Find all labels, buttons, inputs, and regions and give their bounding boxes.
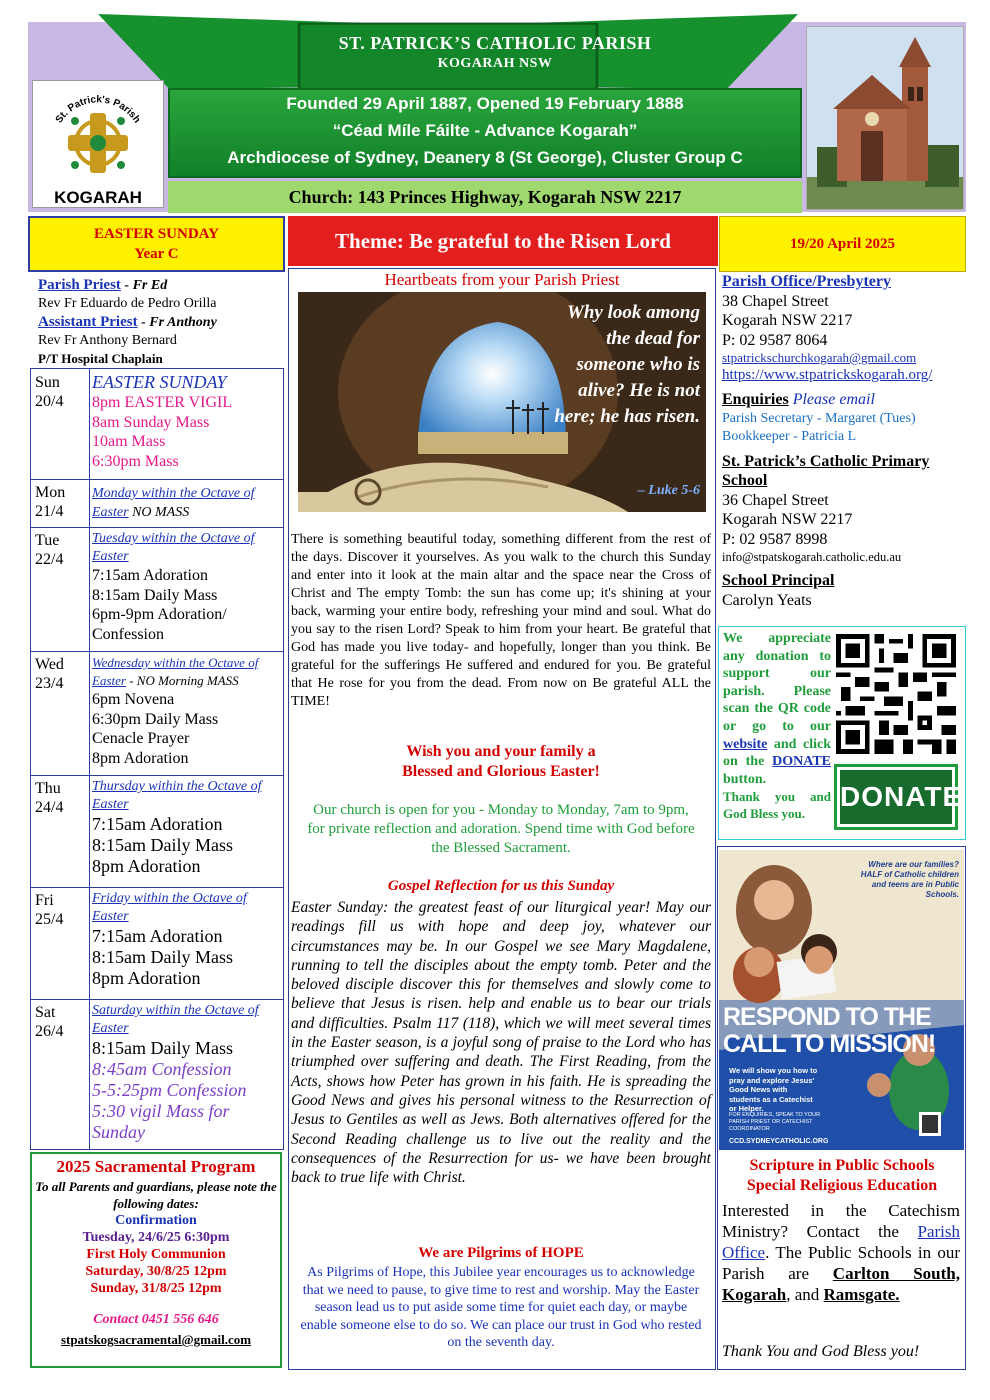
schedule-line: 10am Mass [92, 433, 166, 450]
schedule-date: 25/4 [35, 911, 64, 928]
poster-title-line: RESPOND TO THE [723, 1003, 931, 1031]
catechism-text-part: Interested in the Catechism Ministry? Contact the [722, 1201, 960, 1241]
scripture-schools-heading [720, 1156, 964, 1196]
poster-question [857, 860, 959, 900]
communion-date: Sunday, 31/8/25 12pm [90, 1281, 222, 1296]
schedule-line-confession: 5-5:25pm Confession [92, 1080, 247, 1100]
parish-location: KOGARAH NSW [437, 55, 553, 71]
schedule-row-thu [31, 775, 283, 888]
school-ramsgate: Ramsgate. [823, 1285, 900, 1304]
sacramental-title: 2025 Sacramental Program [56, 1157, 256, 1176]
church-photo [806, 26, 964, 210]
schedule-line: 8:15am Daily Mass [92, 1038, 233, 1058]
schedule-line: Cenacle Prayer [92, 730, 190, 747]
easter-wish-line: Blessed and Glorious Easter! [402, 763, 600, 780]
schedule-row-sat [31, 999, 283, 1149]
schedule-line: 8am Sunday Mass [92, 413, 210, 431]
schedule-line: 7:15am Adoration [92, 567, 208, 584]
celtic-cross-icon [33, 81, 163, 181]
clergy-list [30, 276, 285, 368]
schedule-line: 8pm Adoration [92, 968, 201, 988]
schedule-day: Wed [35, 656, 64, 673]
office-email-link[interactable]: stpatrickschurchkogarah@gmail.com [722, 350, 917, 365]
donation-thanks: Thank you and God Bless you. [723, 789, 831, 822]
schedule-row-fri [31, 887, 283, 1000]
scripture-citation: – Luke 5-6 [637, 483, 700, 498]
schedule-line: 7:15am Adoration [92, 814, 223, 834]
parish-logo [32, 80, 164, 208]
church-open-notice: Our church is open for you - Monday to Monday, 7am to 9pm, for private reflection and adoration. Spend time with God before the Blessed Sacrament. [307, 802, 695, 856]
contact-info [722, 272, 966, 610]
donation-text-part: and click on the [723, 736, 831, 770]
priest-reflection: There is something beautiful today, something different from the rest of the days. Discover it yourselves. As you walk to the church this Sunday and enter into it look at the main altar and the space near the Cross of Christ and The empty Tomb: the sun has come up; it's shining at your back, warming your entire body, refreshing your mind and soul. What do you say to the risen Lord? Speak to him from your heart. Be grateful that God has made you live today- and hopefully, longer than you think. Be grateful for the sufferings He suffered and endured for you. Be grateful that He rose for you from the dead. From now on Be grateful ALL the TIME! [291, 532, 711, 709]
liturgical-day: EASTER SUNDAY [94, 226, 219, 242]
church-address: Church: 143 Princes Highway, Kogarah NSW 2217 [168, 181, 802, 213]
donation-website-link[interactable]: website [723, 736, 768, 752]
closing-thanks: Thank You and God Bless you! [722, 1343, 920, 1360]
enquiries-label: Enquiries [722, 391, 789, 408]
gospel-reflection-text: Easter Sunday: the greatest feast of our liturgical year! May our readings fill us with hope and deep joy, whatever our circumstances may be. In our Gospel we see Mary Magdalene, running to tell the disciples about the empty tomb. Peter and the beloved disciple discover this for themselves and slowly come to believe that Jesus is risen. help and enable us to bear our trials and difficulties. Psalm 117 (118), which we will meet several times in the Easter season, is a joyful song of praise to the Lord who has triumphed over suffering and death. The First Reading, from the Acts, shows how Peter has grown in his faith. He is spreading the Good News and gives his personal witness to the Resurrection of Jesus to Gentiles as well as Jews. Both alternatives offered for the Second Reading challenge us to live out the reality and the consequences of the Resurrection for us- we have been brought back to true life with Christ. [291, 899, 711, 1187]
church-building-icon [807, 27, 963, 209]
catechism-text [722, 1200, 960, 1305]
donation-text-part: We appreciate any donation to support our parish. Please scan the QR code or go to our [723, 631, 831, 734]
scripture-quote: Why look among the dead for someone who is alive? He is not here; he has risen. [554, 302, 700, 427]
schedule-line: 8pm Adoration [92, 749, 189, 767]
feast-link[interactable]: Thursday within the Octave of Easter [92, 779, 262, 812]
logo-name: KOGARAH [54, 188, 142, 207]
donate-button-label: DONATE [840, 770, 952, 824]
schedule-day: Sat [35, 1004, 56, 1021]
sacramental-intro: To all Parents and guardians, please note the following dates: [35, 1179, 277, 1211]
hospital-chaplain: P/T Hospital Chaplain [38, 351, 163, 366]
parish-name: ST. PATRICK’S CATHOLIC PARISH [338, 33, 652, 53]
communion-date: Saturday, 30/8/25 12pm [85, 1264, 227, 1279]
theme-banner: Theme: Be grateful to the Risen Lord [288, 216, 718, 266]
schedule-row-wed [31, 651, 283, 776]
catechism-text-part: , and [786, 1285, 824, 1304]
schedule-row-tue [31, 527, 283, 652]
logo-arc-text: St. Patrick's Parish [53, 94, 143, 126]
enquiries-note: Please email [788, 391, 875, 408]
parish-priest-short: - Fr Ed [120, 278, 168, 293]
schedule-day: Mon [35, 484, 66, 501]
feast-link[interactable]: Friday within the Octave of Easter [92, 891, 247, 924]
scripture-heading-line: Scripture in Public Schools [749, 1157, 935, 1174]
schedule-line: 6:30pm Daily Mass [92, 710, 219, 728]
heartbeats-heading: Heartbeats from your Parish Priest [384, 270, 620, 289]
school-suburb: Kogarah NSW 2217 [722, 511, 853, 528]
schedule-day: Thu [35, 780, 61, 797]
schedule-day: Fri [35, 892, 54, 909]
poster-sub-line: HALF of Catholic children and teens are in Public Schools. [860, 870, 959, 899]
sacramental-contact: Contact 0451 556 646 [93, 1312, 219, 1327]
assistant-priest-full: Rev Fr Anthony Bernard [38, 333, 177, 348]
donation-text-part: button. [723, 771, 767, 787]
pilgrims-text: As Pilgrims of Hope, this Jubilee year encourages us to acknowledge that we need to pause, to give time to rest and worship. May the Easter season lead us to put aside some time for quiet each day, or maybe enable someone else to do so. We can place our trust in God who rested on the seventh day. [300, 1265, 702, 1350]
schedule-line: 6pm-9pm Adoration/ [92, 606, 227, 623]
call-to-mission-poster [719, 850, 964, 1150]
parish-office-link[interactable]: Parish Office/Presbytery [722, 273, 891, 290]
school-email: info@stpatskogarah.catholic.edu.au [722, 550, 902, 564]
donate-button[interactable] [834, 764, 963, 830]
feast-note: NO MASS [128, 505, 190, 520]
confirmation-date: Tuesday, 24/6/25 6:30pm [82, 1230, 230, 1245]
parish-priest-link[interactable]: Parish Priest [38, 277, 121, 293]
founded-text: Founded 29 April 1887, Opened 19 February 1888 [286, 94, 684, 113]
schedule-row-mon [31, 479, 283, 528]
schedule-date: 22/4 [35, 551, 64, 568]
schedule-line: 8pm Adoration [92, 856, 201, 876]
schedule-date: 20/4 [35, 393, 64, 410]
easter-sunday-box [28, 216, 285, 272]
schedule-line-confession: 8:45am Confession [92, 1059, 232, 1079]
feast-link[interactable]: Saturday within the Octave of Easter [92, 1003, 259, 1036]
sacramental-program [30, 1152, 282, 1368]
schedule-line: 7:15am Adoration [92, 926, 223, 946]
schedule-date: 23/4 [35, 675, 64, 692]
parish-secretary: Parish Secretary - Margaret (Tues) [722, 410, 916, 426]
office-phone: P: 02 9587 8064 [722, 331, 828, 349]
assistant-priest-link[interactable]: Assistant Priest [38, 314, 138, 330]
easter-wish-line: Wish you and your family a [406, 743, 596, 760]
school-kogarah: Kogarah [722, 1285, 787, 1304]
archdiocese-text: Archdiocese of Sydney, Deanery 8 (St George), Cluster Group C [227, 148, 743, 167]
parish-website-link[interactable]: https://www.stpatrickskogarah.org/ [722, 367, 933, 383]
bookkeeper: Bookkeeper - Patricia L [722, 428, 857, 444]
feast-link[interactable]: Wednesday within the Octave of Easter [92, 655, 259, 688]
parish-priest-full: Rev Fr Eduardo de Pedro Orilla [38, 296, 217, 311]
feast-note: - NO Morning MASS [125, 673, 239, 688]
poster-question-line: Where are our families? [868, 860, 959, 869]
confirmation-label: Confirmation [115, 1213, 197, 1228]
parish-office-contact-link[interactable]: Parish Office [722, 1222, 960, 1262]
office-street: 38 Chapel Street [722, 292, 829, 310]
schedule-row-sun [31, 369, 283, 480]
gospel-reflection-title: Gospel Reflection for us this Sunday [387, 878, 615, 894]
schedule-day: Tue [35, 532, 60, 549]
easter-wish [291, 742, 711, 782]
schedule-line: 8:15am Daily Mass [92, 947, 233, 967]
poster-website: CCD.SYDNEYCATHOLIC.ORG [729, 1138, 829, 1145]
office-suburb: Kogarah NSW 2217 [722, 312, 853, 329]
bulletin-date: 19/20 April 2025 [719, 216, 966, 272]
feast-link[interactable]: Monday within the Octave of Easter [92, 486, 255, 520]
scripture-heading-line: Special Religious Education [746, 1177, 938, 1194]
school-street: 36 Chapel Street [722, 491, 829, 509]
mass-schedule [30, 368, 284, 1150]
pilgrims-title: We are Pilgrims of HOPE [418, 1245, 584, 1261]
poster-title [723, 1004, 963, 1058]
donation-text [723, 630, 831, 822]
poster-title-line: CALL TO MISSION! [723, 1030, 936, 1058]
schedule-date: 26/4 [35, 1023, 64, 1040]
liturgical-year: Year C [134, 246, 179, 262]
schedule-date: 24/4 [35, 799, 64, 816]
catechism-text-part: . The Public Schools in our Parish are [722, 1243, 960, 1283]
schedule-line-vigil: 5:30 vigil Mass for [92, 1101, 230, 1121]
parish-info-box [168, 88, 802, 178]
schedule-line: 8pm EASTER VIGIL [92, 394, 233, 411]
schedule-line: 8:15am Daily Mass [92, 586, 218, 604]
feast-easter-sunday: EASTER SUNDAY [92, 372, 227, 392]
communion-label: First Holy Communion [86, 1247, 226, 1262]
schedule-line: Confession [92, 625, 164, 643]
schedule-date: 21/4 [35, 503, 64, 520]
donation-qr-code-icon[interactable] [836, 634, 956, 754]
schedule-line: 6pm Novena [92, 691, 175, 708]
sacramental-email-link[interactable]: stpatskogsacramental@gmail.com [60, 1332, 252, 1347]
assistant-priest-short: - Fr Anthony [137, 315, 217, 330]
schedule-day: Sun [35, 374, 60, 391]
motto-text: “Céad Míle Fáilte - Advance Kogarah” [332, 121, 638, 140]
poster-small-text: We will show you how to pray and explore Jesus' Good News with students as a Catechist or Helper. [729, 1066, 818, 1113]
school-phone: P: 02 9587 8998 [722, 530, 828, 548]
school-carlton-south: Carlton South, [832, 1264, 960, 1283]
banner-title [302, 32, 688, 90]
poster-enquiry: FOR ENQUIRIES, SPEAK TO YOUR PARISH PRIEST OR CATECHIST COORDINATOR [729, 1112, 821, 1132]
feast-link[interactable]: Tuesday within the Octave of Easter [92, 531, 255, 564]
donation-donate-link[interactable]: DONATE [772, 754, 831, 770]
school-title: St. Patrick’s Catholic Primary School [722, 452, 930, 489]
principal-label: School Principal [722, 572, 835, 589]
schedule-line: 6:30pm Mass [92, 452, 179, 470]
principal-name: Carolyn Yeats [722, 591, 812, 609]
schedule-line-vigil: Sunday [92, 1122, 145, 1142]
schedule-line: 8:15am Daily Mass [92, 835, 233, 855]
